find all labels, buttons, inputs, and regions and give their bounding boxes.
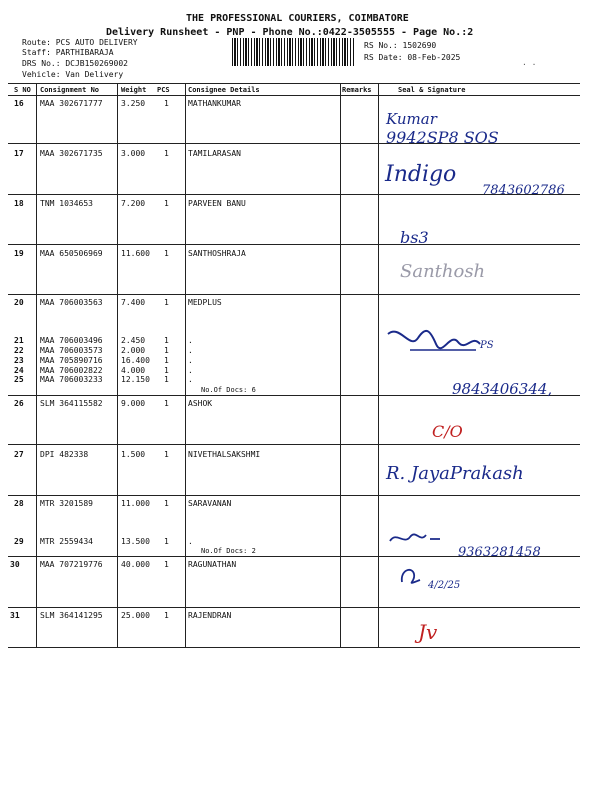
row-consignment: MAA 302671735 xyxy=(40,149,103,158)
signature-scribble xyxy=(396,564,428,590)
handwritten-phone: 9363281458 xyxy=(458,545,541,560)
row-weight: 7.200 xyxy=(121,199,146,208)
row-pcs: 1 xyxy=(164,450,169,459)
row-pcs: 1 xyxy=(164,611,169,620)
row-consignment: MAA 302671777 xyxy=(40,99,103,108)
row-consignee: SANTHOSHRAJA xyxy=(188,249,246,258)
row-sno: 20 xyxy=(14,298,24,307)
row-pcs: 1 xyxy=(164,336,169,345)
table-header-line xyxy=(8,95,580,96)
row-consignee: ASHOK xyxy=(188,399,213,408)
row-pcs: 1 xyxy=(164,298,169,307)
row-consignee: . xyxy=(188,346,193,355)
row-pcs: 1 xyxy=(164,399,169,408)
row-pcs: 1 xyxy=(164,537,169,546)
row-sno: 27 xyxy=(14,450,24,459)
row-consignee: . xyxy=(188,375,193,384)
row-line xyxy=(8,647,580,648)
row-sno: 17 xyxy=(14,149,24,158)
row-consignment: MAA 705890716 xyxy=(40,356,103,365)
row-sno: 19 xyxy=(14,249,24,258)
row-consignment: MAA 706003573 xyxy=(40,346,103,355)
row-weight: 40.000 xyxy=(121,560,150,569)
row-consignment: SLM 364141295 xyxy=(40,611,103,620)
row-weight: 2.000 xyxy=(121,346,146,355)
row-consignee: MEDPLUS xyxy=(188,298,222,307)
handwritten-phone: 9942SP8 SOS xyxy=(386,128,499,147)
row-weight: 13.500 xyxy=(121,537,150,546)
col-divider xyxy=(185,83,186,648)
col-seal-signature: Seal & Signature xyxy=(398,86,466,94)
handwritten-date: 4/2/25 xyxy=(428,580,461,591)
row-sno: 31 xyxy=(10,611,20,620)
col-consignee: Consignee Details xyxy=(188,86,260,94)
col-pcs: PCS xyxy=(157,86,170,94)
signature-scribble xyxy=(380,320,490,360)
row-sno: 16 xyxy=(14,99,24,108)
row-sno: 28 xyxy=(14,499,24,508)
row-consignee: MATHANKUMAR xyxy=(188,99,241,108)
row-pcs: 1 xyxy=(164,346,169,355)
company-title: THE PROFESSIONAL COURIERS, COIMBATORE xyxy=(186,13,409,24)
row-consignee: . xyxy=(188,366,193,375)
handwritten-phone: 9843406344, xyxy=(452,380,553,398)
row-line xyxy=(8,294,580,295)
handwritten-signature: Jv xyxy=(418,620,438,644)
doc-count: No.Of Docs: 2 xyxy=(201,547,256,555)
row-sno: 22 xyxy=(14,346,24,355)
row-consignment: DPI 482338 xyxy=(40,450,89,459)
col-consignment: Consignment No xyxy=(40,86,100,94)
row-consignee: RAGUNATHAN xyxy=(188,560,237,569)
handwritten-signature: Santhosh xyxy=(400,261,486,282)
row-consignment: MAA 650506969 xyxy=(40,249,103,258)
signature-scribble xyxy=(386,527,446,549)
row-line xyxy=(8,244,580,245)
row-consignee: . xyxy=(188,336,193,345)
row-consignee: . xyxy=(188,356,193,365)
row-weight: 7.400 xyxy=(121,298,146,307)
col-divider xyxy=(340,83,341,648)
rs-date-label: RS Date: 08-Feb-2025 xyxy=(364,53,461,62)
route-label: Route: PCS AUTO DELIVERY xyxy=(22,38,138,47)
col-remarks: Remarks xyxy=(342,86,372,94)
row-weight: 25.000 xyxy=(121,611,150,620)
row-weight: 3.250 xyxy=(121,99,146,108)
row-consignment: MAA 706003496 xyxy=(40,336,103,345)
row-consignee: SARAVANAN xyxy=(188,499,232,508)
row-sno: 18 xyxy=(14,199,24,208)
handwritten-phone: 7843602786 xyxy=(482,183,565,198)
row-pcs: 1 xyxy=(164,375,169,384)
row-pcs: 1 xyxy=(164,99,169,108)
row-consignment: MTR 2559434 xyxy=(40,537,93,546)
row-sno: 21 xyxy=(14,336,24,345)
row-pcs: 1 xyxy=(164,356,169,365)
row-weight: 9.000 xyxy=(121,399,146,408)
drs-label: DRS No.: DCJB150269002 xyxy=(22,59,128,68)
col-divider xyxy=(36,83,37,648)
row-consignment: MAA 706002822 xyxy=(40,366,103,375)
staff-label: Staff: PARTHIBARAJA xyxy=(22,48,114,57)
row-consignee: RAJENDRAN xyxy=(188,611,232,620)
barcode xyxy=(232,38,354,66)
handwritten-signature: Kumar xyxy=(386,110,437,128)
vehicle-label: Vehicle: Van Delivery xyxy=(22,70,124,79)
handwritten-mark: C/O xyxy=(432,422,463,441)
col-weight: Weight xyxy=(121,86,147,94)
row-sno: 23 xyxy=(14,356,24,365)
row-weight: 11.000 xyxy=(121,499,150,508)
row-consignment: MTR 3201589 xyxy=(40,499,93,508)
handwritten-signature: Indigo xyxy=(385,162,457,187)
row-consignee: PARVEEN BANU xyxy=(188,199,246,208)
row-consignment: TNM 1034653 xyxy=(40,199,93,208)
row-pcs: 1 xyxy=(164,199,169,208)
row-pcs: 1 xyxy=(164,560,169,569)
row-sno: 25 xyxy=(14,375,24,384)
row-pcs: 1 xyxy=(164,366,169,375)
row-consignment: SLM 364115582 xyxy=(40,399,103,408)
row-consignee: TAMILARASAN xyxy=(188,149,241,158)
handwritten-mark: PS xyxy=(480,340,494,351)
row-weight: 2.450 xyxy=(121,336,146,345)
table-top-line xyxy=(8,83,580,84)
col-divider xyxy=(117,83,118,648)
row-weight: 1.500 xyxy=(121,450,146,459)
doc-count: No.Of Docs: 6 xyxy=(201,386,256,394)
row-sno: 26 xyxy=(14,399,24,408)
row-sno: 29 xyxy=(14,537,24,546)
row-weight: 3.000 xyxy=(121,149,146,158)
row-pcs: 1 xyxy=(164,249,169,258)
row-sno: 30 xyxy=(10,560,20,569)
handwritten-signature: R. JayaPrakash xyxy=(386,463,524,484)
runsheet-subtitle: Delivery Runsheet - PNP - Phone No.:0422-3505555 - Page No.:2 xyxy=(106,27,474,38)
rs-no-label: RS No.: 1502690 xyxy=(364,41,437,50)
handwritten-signature: bs3 xyxy=(400,228,429,247)
row-weight: 4.000 xyxy=(121,366,146,375)
row-weight: 16.400 xyxy=(121,356,150,365)
row-weight: 11.600 xyxy=(121,249,150,258)
row-line xyxy=(8,444,580,445)
row-line xyxy=(8,607,580,608)
row-consignment: MAA 707219776 xyxy=(40,560,103,569)
row-weight: 12.150 xyxy=(121,375,150,384)
stray-mark: · · xyxy=(522,60,537,69)
row-consignment: MAA 706003563 xyxy=(40,298,103,307)
row-pcs: 1 xyxy=(164,499,169,508)
row-consignment: MAA 706003233 xyxy=(40,375,103,384)
row-sno: 24 xyxy=(14,366,24,375)
row-consignee: . xyxy=(188,537,193,546)
col-sno: S NO xyxy=(14,86,31,94)
col-divider xyxy=(378,83,379,648)
row-consignee: NIVETHALSAKSHMI xyxy=(188,450,261,459)
row-pcs: 1 xyxy=(164,149,169,158)
row-line xyxy=(8,495,580,496)
